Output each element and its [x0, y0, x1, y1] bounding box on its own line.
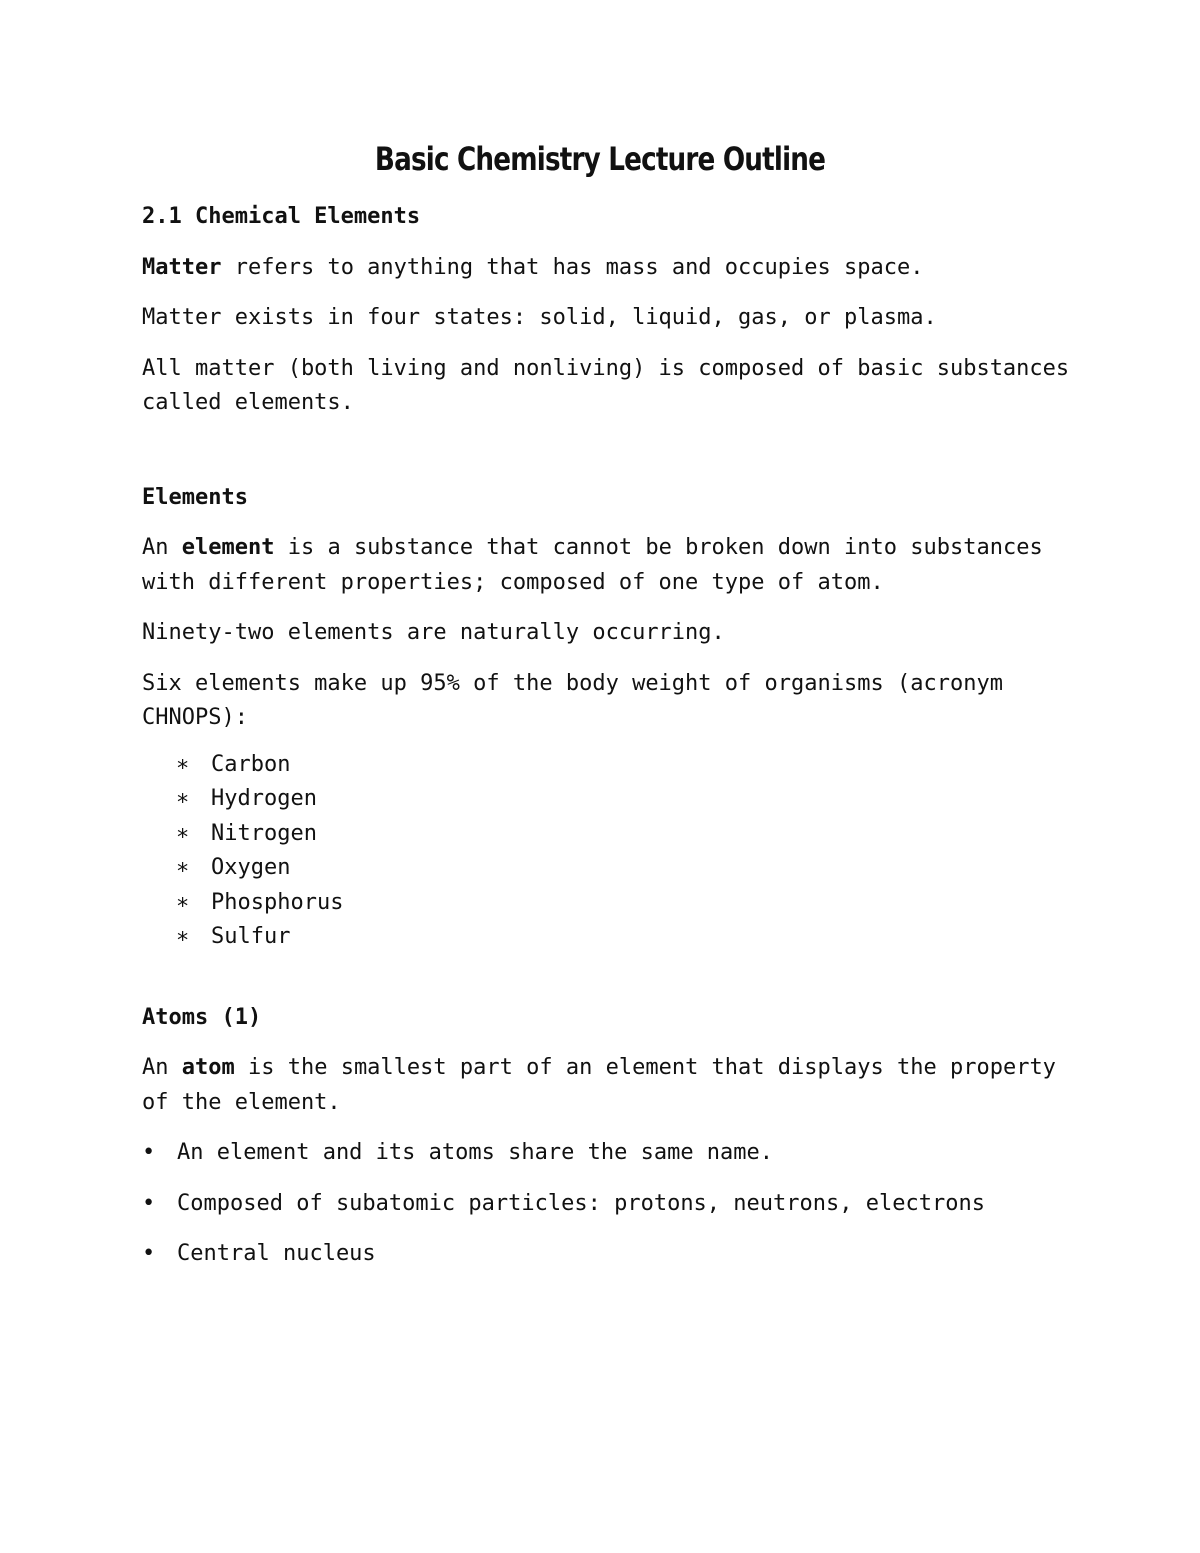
- list-item: [176, 886, 1072, 921]
- atom-def-prefix: An: [142, 1055, 182, 1080]
- atom-def-text: is the smallest part of an element that displays the property of the element.: [142, 1055, 1056, 1115]
- element-definition: [142, 531, 1072, 600]
- bullet-icon: •: [142, 1140, 156, 1165]
- atom-term: atom: [181, 1055, 235, 1080]
- list-item-label: Phosphorus: [211, 889, 344, 915]
- matter-definition: [142, 251, 1072, 286]
- list-item: [176, 920, 1072, 955]
- list-item-label: Hydrogen: [211, 786, 317, 811]
- list-item-label: An element and its atoms share the same name.: [177, 1140, 774, 1165]
- asterisk-icon: ∗: [176, 751, 190, 777]
- list-item-label: Sulfur: [211, 924, 291, 949]
- element-def-text: is a substance that cannot be broken down into substances with different properties; composed of one type of atom.: [142, 535, 1043, 595]
- asterisk-icon: ∗: [176, 786, 190, 811]
- list-item-label: Nitrogen: [211, 820, 317, 846]
- asterisk-icon: ∗: [176, 924, 190, 949]
- natural-elements: Ninety-two elements are naturally occurring.: [142, 620, 725, 645]
- matter-states: Matter exists in four states: solid, liquid, gas, or plasma.: [142, 305, 937, 330]
- bullet-icon: •: [142, 1241, 156, 1266]
- section-heading-atoms: Atoms (1): [142, 1004, 262, 1030]
- list-item: [176, 851, 1072, 886]
- section-heading-elements: Elements: [142, 484, 248, 510]
- list-item-label: Carbon: [211, 751, 291, 777]
- asterisk-icon: ∗: [176, 820, 190, 846]
- list-item-label: Central nucleus: [177, 1241, 376, 1266]
- list-item: [176, 748, 1072, 783]
- section-heading-chemical-elements: 2.1 Chemical Elements: [142, 204, 421, 229]
- document-body: [142, 200, 1072, 1288]
- list-item: [142, 1136, 1072, 1171]
- document-title: Basic Chemistry Lecture Outline: [374, 140, 826, 178]
- list-item: [176, 782, 1072, 817]
- asterisk-icon: ∗: [176, 855, 190, 880]
- six-elements-intro: Six elements make up 95% of the body weight of organisms (acronym CHNOPS):: [142, 670, 1003, 730]
- matter-definition-text: refers to anything that has mass and occupies space.: [221, 254, 924, 280]
- matter-composition: All matter (both living and nonliving) is composed of basic substances called elements.: [142, 355, 1070, 415]
- atom-definition: [142, 1051, 1072, 1120]
- list-item: [176, 817, 1072, 852]
- list-item: [142, 1187, 1072, 1222]
- chnops-list: [142, 748, 1072, 955]
- bullet-icon: •: [142, 1190, 156, 1216]
- list-item: [142, 1237, 1072, 1272]
- list-item-label: Oxygen: [211, 855, 291, 880]
- asterisk-icon: ∗: [176, 889, 190, 915]
- list-item-label: Composed of subatomic particles: protons, neutrons, electrons: [177, 1190, 985, 1216]
- element-def-prefix: An: [142, 535, 182, 560]
- matter-term: Matter: [142, 254, 222, 280]
- element-term: element: [181, 535, 275, 560]
- atom-bullet-list: [142, 1136, 1072, 1272]
